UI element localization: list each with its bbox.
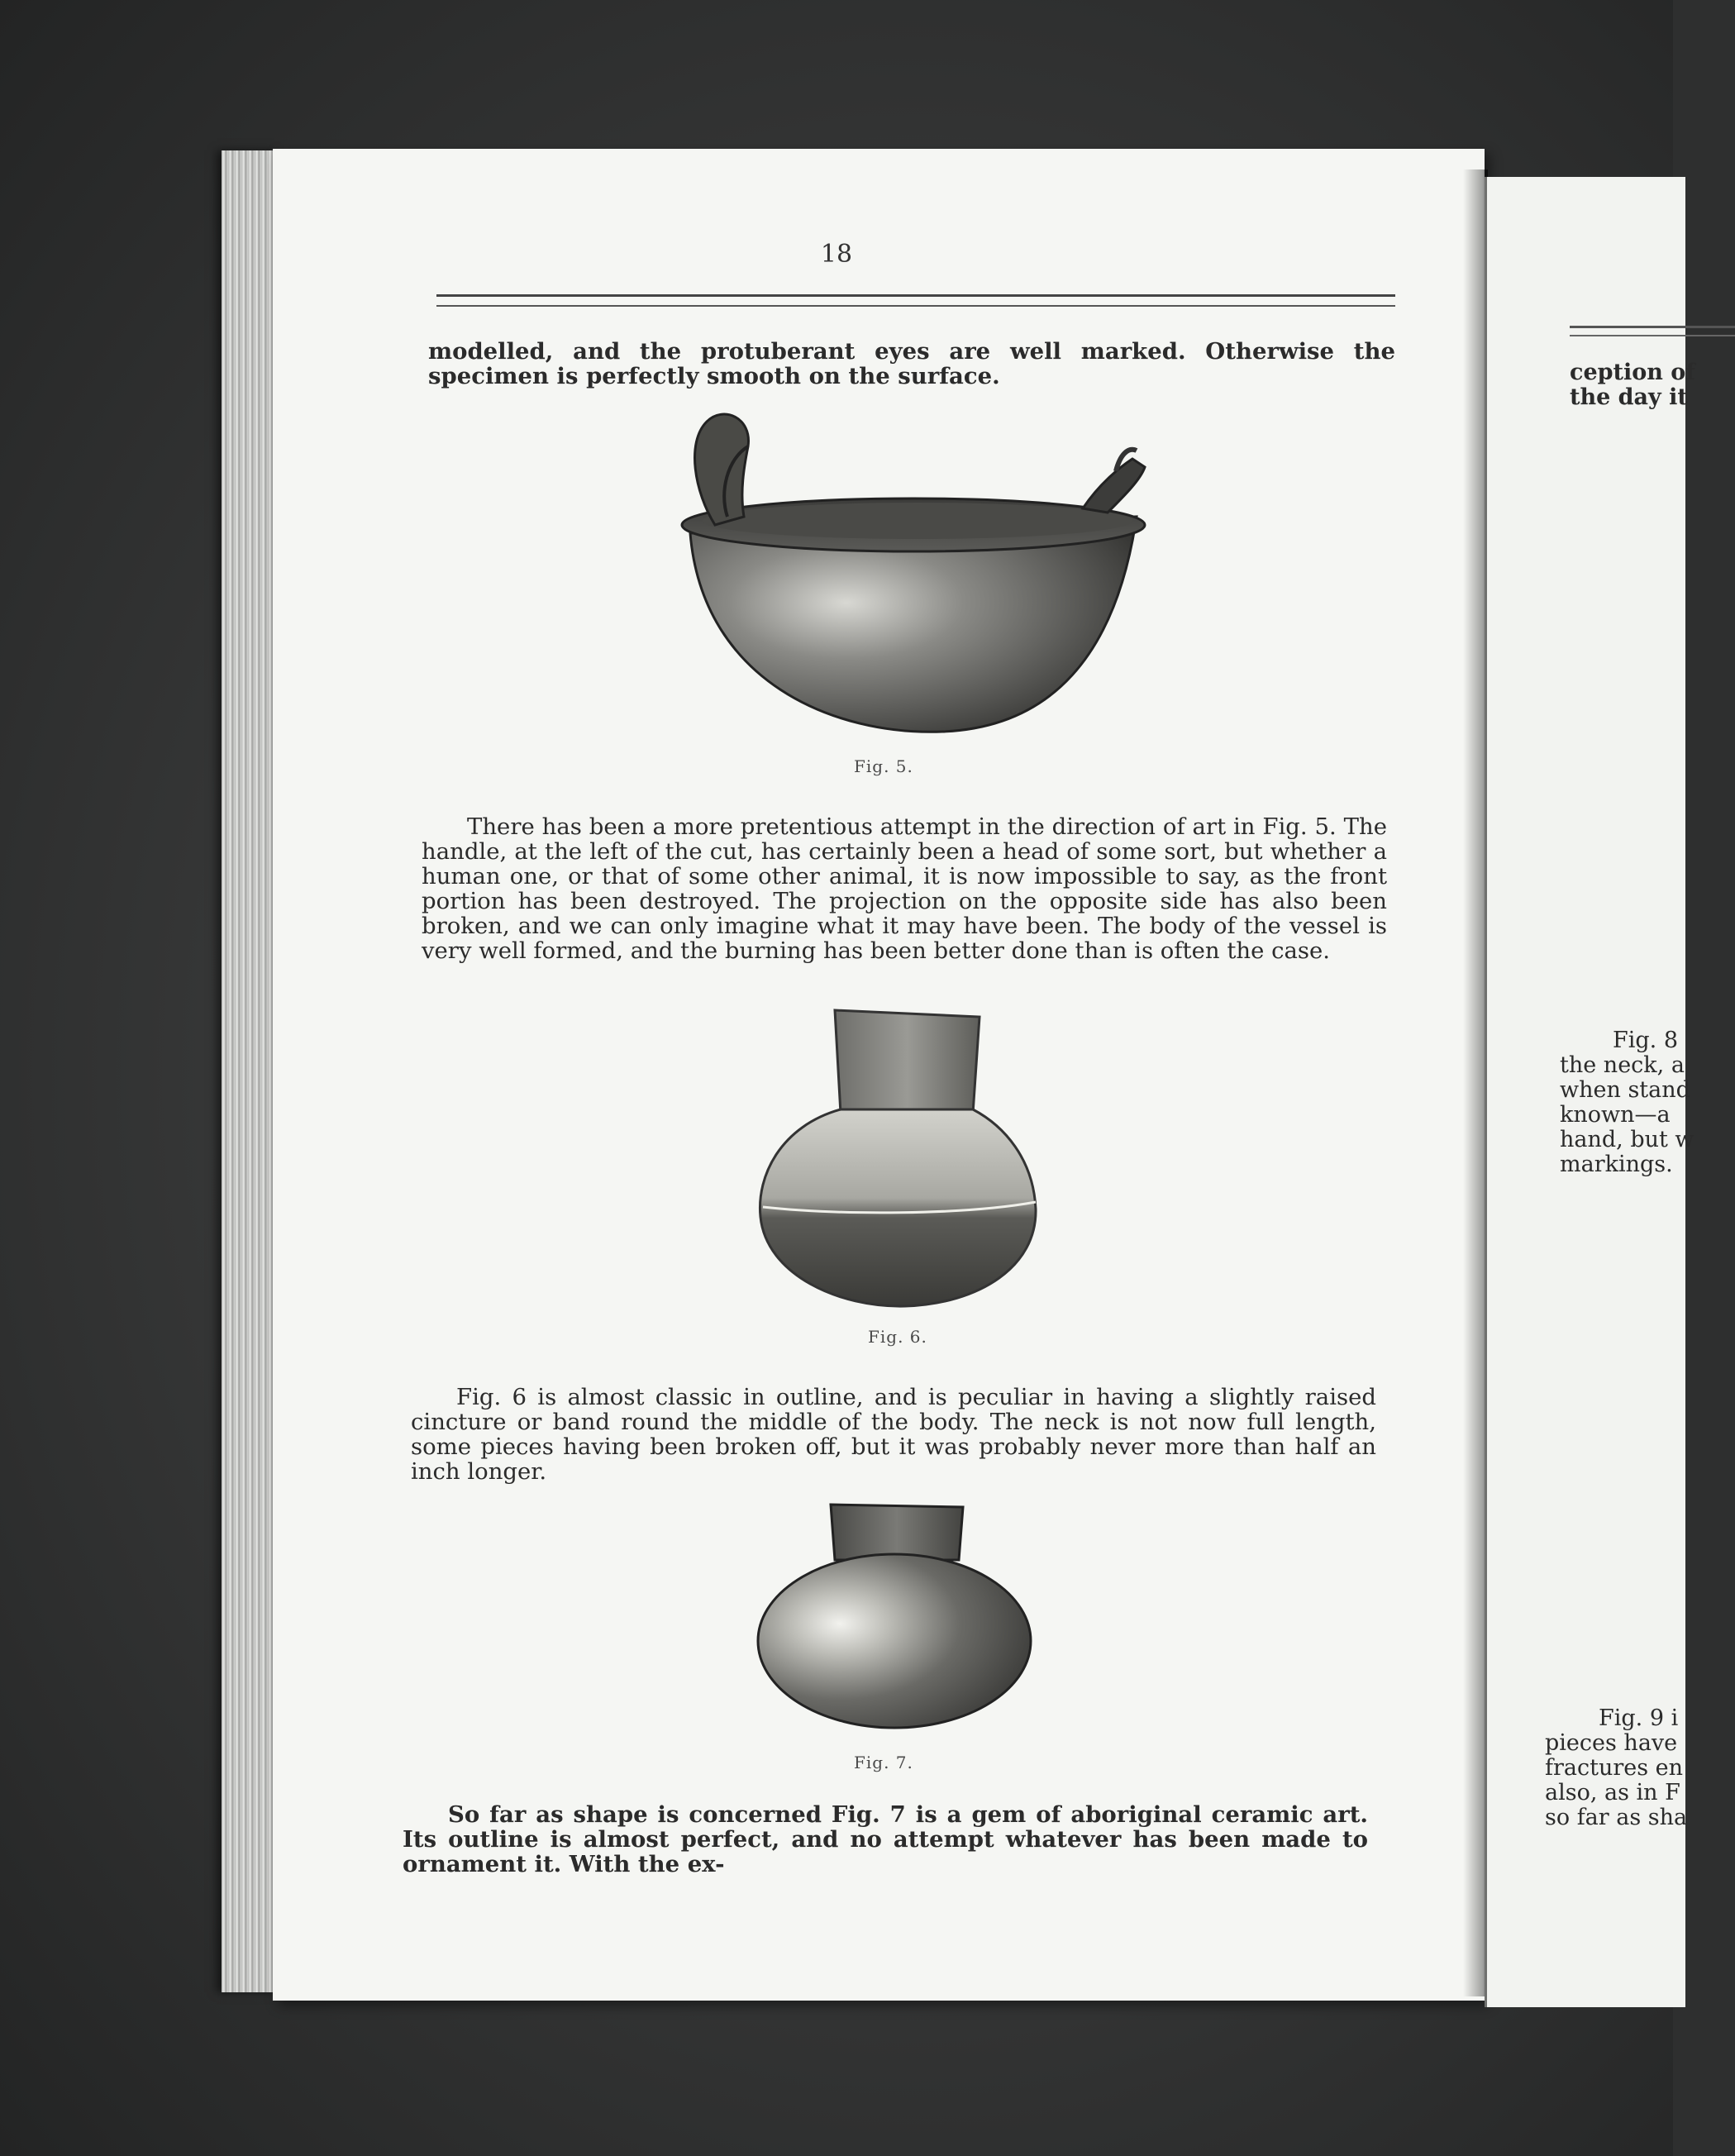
facing-text-line: Fig. 8 xyxy=(1613,1028,1678,1053)
fig7-pot-image xyxy=(752,1500,1033,1732)
intro-paragraph: modelled, and the protuberant eyes are well marked. Otherwise the specimen is perfectly smooth on the surface. xyxy=(428,338,1395,389)
page-number: 18 xyxy=(820,240,853,269)
facing-text-line: also, as in F xyxy=(1545,1780,1680,1805)
facing-header-rule xyxy=(1570,326,1735,336)
facing-text-line: when stand xyxy=(1560,1077,1690,1103)
facing-text-line: Fig. 9 i xyxy=(1599,1705,1679,1731)
facing-text-line: ception of xyxy=(1570,360,1695,385)
fig6-paragraph: Fig. 6 is almost classic in outline, and is peculiar in having a slightly raised cincture or band round the middle of the body. The neck is not now full length, some pieces having been broken off, but it was probably never more than half an inch longer. xyxy=(411,1384,1376,1485)
fig6-jar-image xyxy=(756,1010,1046,1308)
book-page-edges xyxy=(222,150,279,1992)
fig6-caption: Fig. 6. xyxy=(868,1327,927,1347)
facing-text-line: the neck, a xyxy=(1560,1052,1685,1078)
fig7-paragraph: So far as shape is concerned Fig. 7 is a gem of aboriginal ceramic art. Its outline is almost perfect, and no attempt whatever has been made to ornament it. With the ex- xyxy=(403,1801,1368,1877)
fig5-bowl-image xyxy=(670,409,1157,740)
fig5-caption: Fig. 5. xyxy=(854,756,913,776)
facing-text-line: the day it xyxy=(1570,384,1688,410)
facing-text-line: fractures en xyxy=(1545,1755,1684,1781)
facing-text-line: so far as sha xyxy=(1545,1805,1688,1830)
header-rule xyxy=(436,294,1395,307)
fig7-caption: Fig. 7. xyxy=(854,1753,913,1772)
facing-page xyxy=(1485,177,1695,2007)
facing-text-line: hand, but w xyxy=(1560,1127,1694,1152)
facing-text-line: pieces have xyxy=(1545,1730,1678,1756)
facing-text-line: known—a xyxy=(1560,1102,1671,1128)
facing-text-line: markings. xyxy=(1560,1152,1673,1177)
fig5-paragraph: There has been a more pretentious attempt in the direction of art in Fig. 5. The handle, at the left of the cut, has certainly been a head of some sort, but whether a human one, or that of some other animal, it is now impossible to say, as the front portion has been destroyed. The projection on the opposite side has also been broken, and we can only imagine what it may have been. The body of the vessel is very well formed, and the burning has been better done than is often the case. xyxy=(422,813,1387,964)
